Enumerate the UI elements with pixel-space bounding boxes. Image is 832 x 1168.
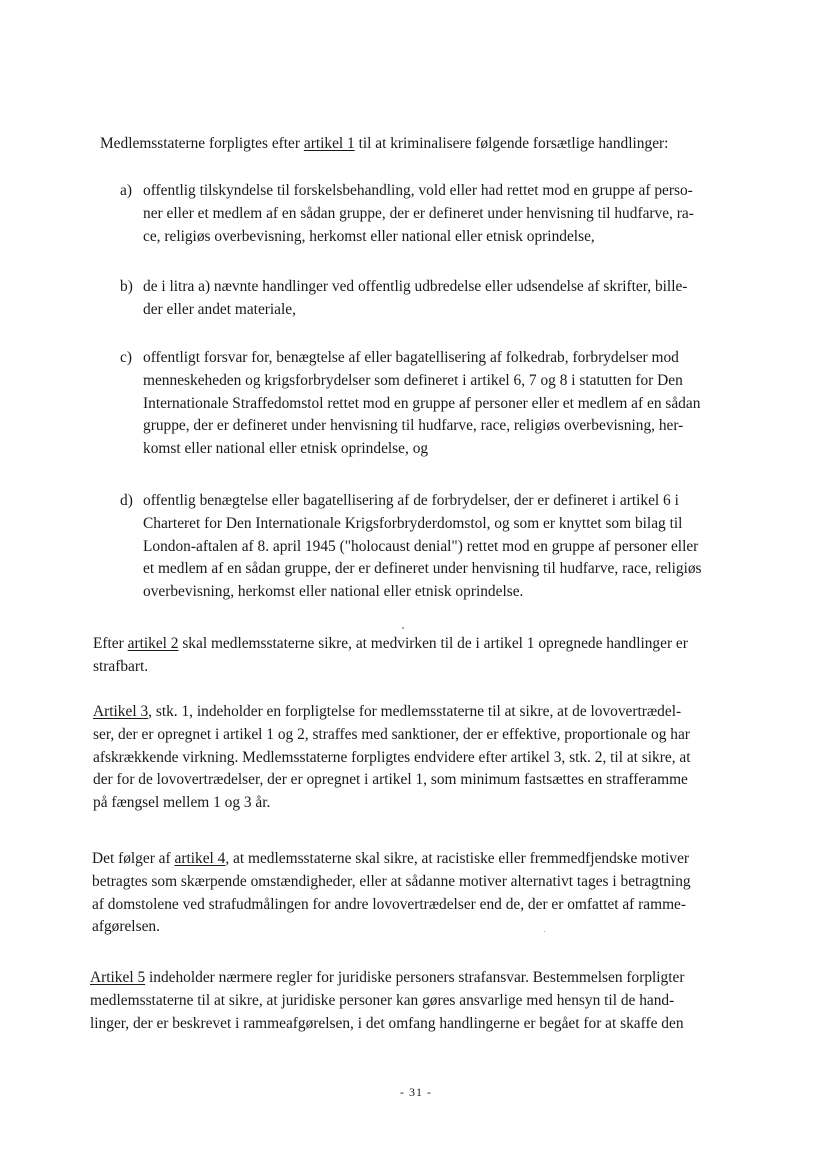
item-a-line: offentlig tilskyndelse til forskelsbehandling, vold eller had rettet mod en gruppe af perso- [143,182,693,199]
item-a-line: ner eller et medlem af en sådan gruppe, der er defineret under henvisning til hudfarve, ra- [143,204,694,222]
art4-line: betragtes som skærpende omstændigheder, eller at sådanne motiver alternativt tages i betragtning [92,872,691,890]
link-artikel-2[interactable]: artikel 2 [127,635,179,652]
link-artikel-1[interactable]: artikel 1 [303,135,355,152]
art2-line: strafbart. [93,657,149,675]
page-number: - 31 - [400,1085,432,1099]
intro-paragraph [100,133,668,156]
list-item-c [143,347,700,461]
item-c-line: offentligt forsvar for, benægtelse af eller bagatellisering af folkedrab, forbrydelser mod [143,349,679,366]
link-artikel-5[interactable]: Artikel 5 [90,969,146,986]
art3-line: på fængsel mellem 1 og 3 år. [93,794,271,812]
art5-line: medlemsstaterne til at sikre, at juridiske personer kan gøres ansvarlige med hensyn til de hand- [90,991,675,1009]
art4-text-before: Det følger af [92,850,175,867]
paragraph-artikel-3 [93,701,691,815]
intro-text-after: til at kriminalisere følgende forsætlige handlinger: [354,135,669,152]
item-c-line: gruppe, der er defineret under henvisning til hudfarve, race, religiøs overbevisning, her- [143,417,684,435]
item-c-line: komst eller national eller etnisk oprindelse, og [143,440,429,458]
art2-text-before: Efter [93,635,128,652]
item-label-b: b) [120,278,133,295]
paragraph-artikel-4 [92,848,691,939]
scan-speck [402,627,404,629]
art3-line: ser, der er opregnet i artikel 1 og 2, straffes med sanktioner, der er effektive, proportionale og har [93,725,690,743]
art5-line: linger, der er beskrevet i rammeafgørelsen, i det omfang handlingerne er begået for at skaffe den [90,1014,684,1032]
paragraph-artikel-5 [90,967,685,1035]
item-c-line: menneskeheden og krigsforbrydelser som defineret i artikel 6, 7 og 8 i statutten for Den [143,371,683,389]
art4-text-after: , at medlemsstaterne skal sikre, at racistiske eller fremmedfjendske motiver [225,850,690,867]
list-item-d [143,490,702,604]
item-d-line: offentlig benægtelse eller bagatellisering af de forbrydelser, der er defineret i artikel 6 i [143,492,679,509]
link-artikel-4[interactable]: artikel 4 [174,850,226,867]
art4-line: af domstolene ved strafudmålingen for andre lovovertrædelser end de, der er omfattet af ramme- [92,895,687,913]
list-item-b [143,276,687,322]
art3-line: afskrækkende virkning. Medlemsstaterne forpligtes endvidere efter artikel 3, stk. 2, til at sikre, at [93,748,691,766]
item-a-line: ce, religiøs overbevisning, herkomst eller national eller etnisk oprindelse, [143,227,595,245]
art4-line: afgørelsen. [92,918,160,936]
item-b-line: de i litra a) nævnte handlinger ved offentlig udbredelse eller udsendelse af skrifter, bille- [143,278,688,295]
link-artikel-3[interactable]: Artikel 3 [93,703,149,720]
item-label-c: c) [120,349,132,366]
art3-text-after: , stk. 1, indeholder en forpligtelse for medlemsstaterne til at sikre, at de lovovertrædel- [148,703,682,720]
item-label-d: d) [120,492,133,509]
item-d-line: Charteret for Den Internationale Krigsforbryderdomstol, og som er knyttet som bilag til [143,514,683,532]
paragraph-artikel-2 [93,633,688,679]
scan-speck [544,931,545,932]
intro-text-before: Medlemsstaterne forpligtes efter [100,135,304,152]
list-item-a [143,180,694,248]
art3-line: der for de lovovertrædelser, der er opregnet i artikel 1, som minimum fastsættes en strafferamme [93,771,688,789]
art2-text-after: skal medlemsstaterne sikre, at medvirken til de i artikel 1 opregnede handlinger er [178,635,688,652]
item-b-line: der eller andet materiale, [143,300,296,318]
item-d-line: overbevisning, herkomst eller national eller etnisk oprindelse. [143,583,524,601]
item-c-line: Internationale Straffedomstol rettet mod en gruppe af personer eller et medlem af en sådan [143,394,701,412]
art5-text-after: indeholder nærmere regler for juridiske personers strafansvar. Bestemmelsen forpligter [145,969,685,986]
item-d-line: et medlem af en sådan gruppe, der er defineret under henvisning til hudfarve, race, religiøs [143,560,702,578]
item-d-line: London-aftalen af 8. april 1945 ("holocaust denial") rettet mod en gruppe af personer eller [143,537,699,555]
item-label-a: a) [120,182,132,199]
